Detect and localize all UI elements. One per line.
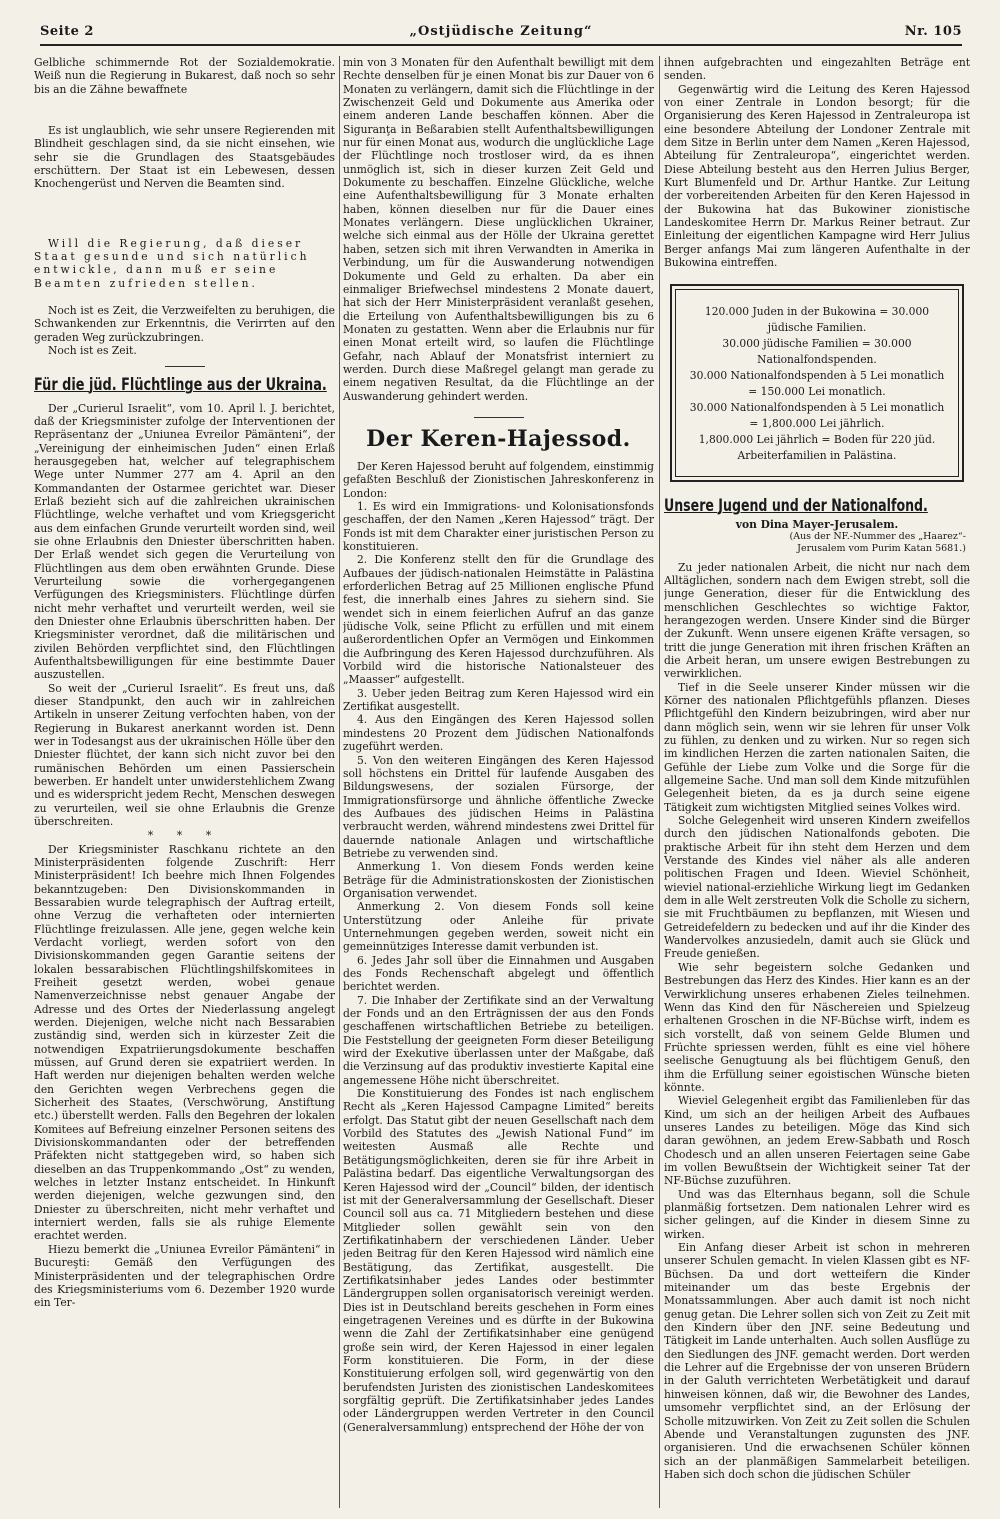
censored-gap	[34, 96, 335, 124]
paragraph: Hiezu bemerkt die „Uniunea Evreilor Pämänteni“ in Bucureşti: Gemäß den Verfügungen des Ministerpräsidenten und der telegraphischen Ordre des Kriegsministeriums vom 6. Dezember 1920 wurde ein Ter-	[34, 1242, 335, 1310]
list-item: 5. Von den weiteren Eingängen des Keren Hajessod soll höchstens ein Drittel für laufende Ausgaben des Bildungswesens, der sozialen Fürsorge, der Immigrationsfürsorge und ähnliche öffentliche Zwecke des Aufbaues des jüdischen Heims in Palästina verbraucht werden, während mindestens zwei Drittel für dauernde nationale Anlagen und wirtschaftliche Betriebe zu verwenden sind.	[343, 753, 654, 860]
paragraph: So weit der „Curierul Israelit“. Es freut uns, daß dieser Standpunkt, den auch wir in zahlreichen Artikeln in unserer Zeitung verfochten haben, von der Regierung in Bukarest anerkannt worden ist. Denn wer in Todesangst aus der ukrainischen Hölle über den Dniester flüchtet, der kann sich nicht zuvor bei den rumänischen Behörden um einen Passierschein bewerben. Er handelt unter unwiderstehlichem Zwang und es widerspricht jedem Recht, Menschen deswegen zu verurteilen, weil sie ohne Erlaubnis die Grenze überschreiten.	[34, 681, 335, 829]
article-title: Für die jüd. Flüchtlinge aus der Ukraina.	[34, 374, 327, 394]
paragraph: Noch ist es Zeit.	[48, 344, 137, 358]
page-number: Seite 2	[40, 24, 94, 39]
paragraph: Ein Anfang dieser Arbeit ist schon in mehreren unserer Schulen gemacht. In vielen Klassen gibt es NF-Büchsen. Da und dort wetteifern die Kinder miteinander um das beste Ergebnis der Monatssammlungen. Aber auch damit ist noch nicht genug getan. Die Lehrer sollen sich von Zeit zu Zeit mit den Kindern über den JNF. seine Bedeutung und Tätigkeit im Lande unterhalten. Auch sollen Ausflüge zu den Siedlungen des JNF. gemacht werden. Dort werden die Lehrer auf die Ergebnisse der von unseren Brüdern in der Galuth verrichteten Werbetätigkeit und darauf hinweisen können, daß wir, die Bewohner des Landes, umsomehr verpflichtet sind, an der Erlösung der Scholle mitzuwirken. Von Zeit zu Zeit sollen die Schulen Abende und Veranstaltungen zugunsten des JNF. organisieren. Und die erwachsenen Schüler können sich an der planmäßigen Sammelarbeit beteiligen. Haben sich doch schon die jüdischen Schüler	[664, 1241, 970, 1481]
box-line: 30.000 Nationalfondspenden à 5 Lei monatlich = 1,800.000 Lei jährlich.	[689, 400, 945, 430]
box-line: 1,800.000 Lei jährlich = Boden für 220 jüd. Arbeiterfamilien in Palästina.	[698, 432, 936, 462]
article-title: Unsere Jugend und der Nationalfond.	[664, 495, 928, 516]
column-3	[664, 56, 970, 1511]
paragraph: Wieviel Gelegenheit ergibt das Familienleben für das Kind, um sich an der heiligen Arbeit des Aufbaues unseres Landes zu beteiligen. Möge das Kind sich daran gewöhnen, an jedem Erew-Sabbath und Rosch Chodesch und an allen unseren Feiertagen seine Gabe im vollen Bewußtsein der Wichtigkeit seiner Tat der NF-Büchse zuzuführen.	[664, 1094, 970, 1188]
byline: von Dina Mayer-Jerusalem.	[735, 517, 899, 531]
column-1	[34, 56, 335, 1511]
paragraph: Zu jeder nationalen Arbeit, die nicht nur nach dem Alltäglichen, sondern nach dem Ewigen strebt, soll die junge Generation, dieser für die Entwicklung des menschlichen Geschlechtes so wichtige Faktor, herangezogen werden. Unsere Kinder sind die Bürger der Zukunft. Wenn unsere eigenen Kräfte versagen, so tritt die junge Generation mit ihren frischen Kräften an die Arbeit heran, um unsere ewigen Bestrebungen zu verwirklichen.	[664, 560, 970, 681]
paragraph: Wie sehr begeistern solche Gedanken und Bestrebungen das Herz des Kindes. Hier kann es an der Verwirklichung unseres erhabenen Zieles teilnehmen. Wenn das Kind den für Näschereien und Spielzeug erhaltenen Groschen in die NF-Büchse wirft, indem es sich vorstellt, daß von seinem Gelde Blumen und Früchte spriessen werden, fühlt es eine viel höhere seelische Genugtuung als bei flüchtigem Genuß, den ihm die Erfüllung seiner egoistischen Wünsche bieten könnte.	[664, 960, 970, 1094]
paragraph: Und was das Elternhaus begann, soll die Schule planmäßig fortsetzen. Dem nationalen Lehrer wird es sicher gelingen, auf die Kinder in diesem Sinne zu wirken.	[664, 1187, 970, 1241]
list-item: 3. Ueber jeden Beitrag zum Keren Hajessod wird ein Zertifikat ausgestellt.	[343, 686, 654, 714]
paragraph: Der Keren Hajessod beruht auf folgendem, einstimmig gefaßten Beschluß der Zionistischen Jahreskonferenz in London:	[343, 459, 654, 500]
source-note: Jerusalem vom Purim Katan 5681.)	[797, 542, 966, 554]
list-item: 1. Es wird ein Immigrations- und Kolonisationsfonds geschaffen, der den Namen „Keren Hajessod“ trägt. Der Fonds ist mit dem Charakter einer juristischen Person zu konstituieren.	[343, 499, 654, 553]
paragraph: Der „Curierul Israelit“, vom 10. April l. J. berichtet, daß der Kriegsminister zufolge der Interventionen der Repräsentanz der „Uniunea Evreilor Pämänteni“, der „Vereinigung der einheimischen Juden“ einen Erlaß herausgegeben hat, welcher auf telegraphischem Wege unter Nummer 277 am 4. April an den Kommandanten der Ostarmee gerichtet war. Dieser Erlaß bezieht sich auf die zahlreichen ukrainischen Flüchtlinge, welche verhaftet und vom Kriegsgericht aus dem einfachen Grunde verurteilt worden sind, weil sie ohne Erlaubnis den Dniester überschritten haben. Der Erlaß wendet sich gegen die Verurteilung von Flüchtlingen aus dem oben erwähnten Grunde. Diese Verurteilung sowie die vorhergegangenen Verfügungen des Kriegsministers. Flüchtlinge dürfen nicht mehr verhaftet und verurteilt werden, weil sie den Dniester ohne Erlaubnis überschritten haben. Der Kriegsminister verordnet, daß die militärischen und zivilen Behörden verpflichtet sind, den Flüchtlingen Aufenthaltsbewilligungen für eine bestimmte Dauer auszustellen.	[34, 401, 335, 682]
paragraph: Die Konstituierung des Fondes ist nach englischem Recht als „Keren Hajessod Campagne Limited“ bereits erfolgt. Das Statut gibt der neuen Gesellschaft nach dem Vorbild des Statutes des „Jewish National Fund“ im weitesten Ausmaß alle Rechte und Betätigungsmöglichkeiten, deren sie für ihre Arbeit in Palästina bedarf. Das eigentliche Verwaltungsorgan des Keren Hajessod wird der „Council“ bilden, der identisch ist mit der Generalversammlung der Gesellschaft. Dieser Council soll aus ca. 71 Mitgliedern bestehen und diese Mitglieder sollen gewählt sein von den Zertifikatinhabern der verschiedenen Länder. Ueber jeden Beitrag für den Keren Hajessod wird nämlich eine Bestätigung, das Zertifikat, ausgestellt. Die Zertifikatsinhaber jedes Landes oder bestimmter Ländergruppen sollen organisatorisch vereinigt werden. Dies ist in Deutschland bereits geschehen in Form eines eingetragenen Vereines und es dürfte in der Bukowina wenn die Zahl der Zertifikatsinhaber eine genügend große sein wird, der Keren Hajessod in einer legalen Form konstituieren. Die Form, in der diese Konstituierung erfolgen soll, wird gegenwärtig von den berufendsten Juristen des zionistischen Landeskomitees sorgfältig geprüft. Die Zertifikatsinhaber jedes Landes oder Ländergruppen werden Vertreter in den Council (Generalversammlung) entsprechend der Höhe der von	[343, 1087, 654, 1434]
spaced-paragraph: Will die Regierung, daß dieser Staat gesunde und sich natürlich entwickle, dann muß er seine Beamten zufrieden stellen.	[34, 236, 310, 290]
box-line: 120.000 Juden in der Bukowina = 30.000 jüdische Familien.	[704, 304, 930, 334]
paragraph: Tief in die Seele unserer Kinder müssen wir die Körner des nationalen Pflichtgefühls pflanzen. Dieses Pflichtgefühl den Kindern beizubringen, wird aber nur dann möglich sein, wenn wir sie lehren für unser Volk zu fühlen, zu denken und zu wirken. Nur so regen sich im kindlichen Herzen die zarten nationalen Saiten, die Gefühle der Liebe zum Volke und die Sorge für die allgemeine Sache. Und man soll dem Kinde mitzufühlen Gelegenheit bieten, da es ja durch seine eigene Tätigkeit zum wichtigsten Mitglied seines Volkes wird.	[664, 680, 970, 814]
issue-number: Nr. 105	[904, 24, 962, 39]
list-item: Anmerkung 1. Von diesem Fonds werden keine Beträge für die Administrationskosten der Zionistischen Organisation verwendet.	[343, 860, 654, 900]
paragraph: min von 3 Monaten für den Aufenthalt bewilligt mit dem Rechte denselben für je einen Monat bis zur Dauer von 6 Monaten zu verlängern, damit sich die Flüchtlinge in der Zwischenzeit Geld und Dokumente aus Amerika oder einem anderen Lande beschaffen können. Aber die Siguranţa in Beßarabien stellt Aufenthaltsbewilligungen nur für einen Monat aus, wodurch die unglückliche Lage der Flüchtlinge noch trostloser wird, da es ihnen unmöglich ist, sich in dieser kurzen Zeit Geld und Dokumente zu beschaffen. Einzelne Glückliche, welche eine Aufenthaltsbewilligung für 3 Monate erhalten haben, können dieselben nur für die Dauer eines Monates verlängern. Diese unglücklichen Ukrainer, welche sich einmal aus der Hölle der Ukraina gerettet haben, setzen sich mit ihren Verwandten in Amerika in Verbindung, um für die Auswanderung notwendigen Dokumente und Geld zu erhalten. Da aber ein einmaliger Briefwechsel mindestens 2 Monate dauert, hat sich der Herr Ministerpräsident veranlaßt gesehen, die Erteilung von Aufenthaltsbewilligungen bis zu 6 Monaten zu gestatten. Wenn aber die Erlaubnis nur für einen Monat erteilt wird, so laufen die Flüchtlinge Gefahr, nach Ablauf der Monatsfrist interniert zu werden. Durch diese Maßregel gelangt man gerade zu einem negativen Resultat, da die Flüchtlinge an der Auswanderung gehindert werden.	[343, 56, 654, 403]
paragraph: Es ist unglaublich, wie sehr unsere Regierenden mit Blindheit geschlagen sind, da sie nicht einsehen, wie sehr sie die Grundlagen des Staatsgebäudes erschüttern. Der Staat ist ein Lebewesen, dessen Knochengerüst und Nerven die Beamten sind.	[34, 124, 335, 191]
spacer	[34, 290, 335, 304]
source-note: (Aus der NF.-Nummer des „Haarez“-	[789, 530, 966, 542]
censored-gap	[34, 191, 335, 237]
section-stars: * * *	[147, 828, 222, 842]
newspaper-title: „Ostjüdische Zeitung“	[409, 24, 593, 39]
divider	[165, 366, 205, 367]
box-line: 30.000 jüdische Familien = 30.000 Nationalfondspenden.	[722, 336, 912, 366]
column-divider	[659, 56, 660, 1508]
box-line: 30.000 Nationalfondspenden à 5 Lei monatlich = 150.000 Lei monatlich.	[689, 368, 945, 398]
paragraph: Gelbliche schimmernde Rot der Sozialdemokratie. Weiß nun die Regierung in Bukarest, daß noch so sehr bis an die Zähne bewaffnete	[34, 56, 335, 96]
column-divider	[339, 56, 340, 1508]
list-item: 6. Jedes Jahr soll über die Einnahmen und Ausgaben des Fonds Rechenschaft abgelegt und öffentlich berichtet werden.	[343, 953, 654, 994]
list-item: 4. Aus den Eingängen des Keren Hajessod sollen mindestens 20 Prozent dem Jüdischen Nationalfonds zugeführt werden.	[343, 713, 654, 754]
statistics-box-inner	[675, 289, 959, 477]
statistics-box	[670, 284, 964, 482]
article-title: Der Keren-Hajessod.	[366, 425, 631, 452]
paragraph: Solche Gelegenheit wird unseren Kindern zweifellos durch den jüdischen Nationalfonds geboten. Die praktische Arbeit für ihn steht dem Herzen und dem Verstande des Kindes viel näher als alle anderen politischen Fragen und Ideen. Wieviel Schönheit, wieviel national-erziehliche Wirkung liegt im Gedanken dem in alle Welt zerstreuten Volk die Scholle zu sichern, sie mit Fruchtbäumen zu bepflanzen, mit Wiesen und Getreidefeldern zu bedecken und auf ihr die Kinder des Wandervolkes anzusiedeln, damit auch sie Glück und Freude genießen.	[664, 814, 970, 961]
list-item: 7. Die Inhaber der Zertifikate sind an der Verwaltung der Fonds und an den Erträgnissen der aus den Fonds geschaffenen wirtschaftlichen Betriebe zu beteiligen. Die Feststellung der geeigneten Form dieser Beteiligung wird der Exekutive überlassen unter der Maßgabe, daß die Verzinsung auf das produktiv investierte Kapital eine angemessene Höhe nicht überschreitet.	[343, 993, 654, 1087]
paragraph: Gegenwärtig wird die Leitung des Keren Hajessod von einer Zentrale in London besorgt; für die Organisierung des Keren Hajessod in Zentraleuropa ist eine besondere Abteilung der Londoner Zentrale mit dem Sitze in Berlin unter dem Namen „Keren Hajessod, Abteilung für Zentraleuropa“, eingerichtet werden. Diese Abteilung besteht aus den Herren Julius Berger, Kurt Blumenfeld und Dr. Arthur Hantke. Zur Leitung der vorbereitenden Arbeiten für den Keren Hajessod in der Bukowina hat das Bukowiner zionistische Landeskomitee Herrn Dr. Markus Reiner betraut. Zur Einleitung der eigentlichen Kampagne wird Herr Julius Berger anfangs Mai zum längeren Aufenthalte in der Bukowina eintreffen.	[664, 82, 970, 270]
divider	[474, 417, 524, 418]
list-item: 2. Die Konferenz stellt den für die Grundlage des Aufbaues der jüdisch-nationalen Heimstätte in Palästina erforderlichen Betrag auf 25 Millionen englische Pfund fest, die innerhalb eines Jahres zu siehern sind. Sie wendet sich in einem feierlichen Aufruf an das ganze jüdische Volk, seine Pflicht zu erfüllen und mit einem außerordentlichen Opfer an Vermögen und Einkommen die Aufbringung des Keren Hajessod durchzuführen. Als Vorbild wird die historische Nationalsteuer des „Maasser“ aufgestellt.	[343, 553, 654, 687]
page-header	[40, 20, 962, 46]
column-2	[343, 56, 654, 1511]
list-item: Anmerkung 2. Von diesem Fonds soll keine Unterstützung oder Anleihe für private Unternehmungen gegeben werden, soweit nicht ein gemeinnütziges Interesse damit verbunden ist.	[343, 900, 654, 954]
paragraph: ihnen aufgebrachten und eingezahlten Beträge ent senden.	[664, 56, 970, 83]
paragraph: Der Kriegsminister Raschkanu richtete an den Ministerpräsidenten folgende Zuschrift: Herr Ministerpräsident! Ich beehre mich Ihnen Folgendes bekanntzugeben: Den Divisionskommanden in Bessarabien wurde telegraphisch der Auftrag erteilt, ohne Verzug die verhafteten oder internierten Flüchtlinge freizulassen. Alle jene, gegen welche kein Verdacht vorliegt, werden sofort von den Divisionskommanden gegen Garantie seitens der lokalen bessarabischen Flüchtlingshilfskomitees in Freiheit gesetzt werden, wobei genaue Namenverzeichnisse nebst genauer Angabe der Adresse und des Ortes der Niederlassung angelegt werden. Diejenigen, welche nicht nach Bessarabien zuständig sind, werden sich in kürzester Zeit die notwendigen Expatriierungsdokumente beschaffen müssen, auf Grund deren sie expatriiert werden. In Haft werden nur diejenigen behalten werden welche den Gerichten wegen Verbrechens gegen die Sicherheit des Staates, (Verschwörung, Anstiftung etc.) überstellt werden. Falls den Begehren der lokalen Komitees auf Befreiung einzelner Personen seitens des Divisionskommandanten oder der betreffenden Präfekten nicht stattgegeben wird, so haben sich dieselben an das Truppenkommando „Ost“ zu wenden, welches in letzter Instanz entscheidet. In Hinkunft werden diejenigen, welche gezwungen sind, den Dniester zu überschreiten, nicht mehr verhaftet und interniert werden, falls sie als ruhige Elemente erachtet werden.	[34, 842, 335, 1243]
paragraph: Noch ist es Zeit, die Verzweifelten zu beruhigen, die Schwankenden zur Erkenntnis, die Verirrten auf den geraden Weg zurückzubringen.	[34, 304, 335, 344]
